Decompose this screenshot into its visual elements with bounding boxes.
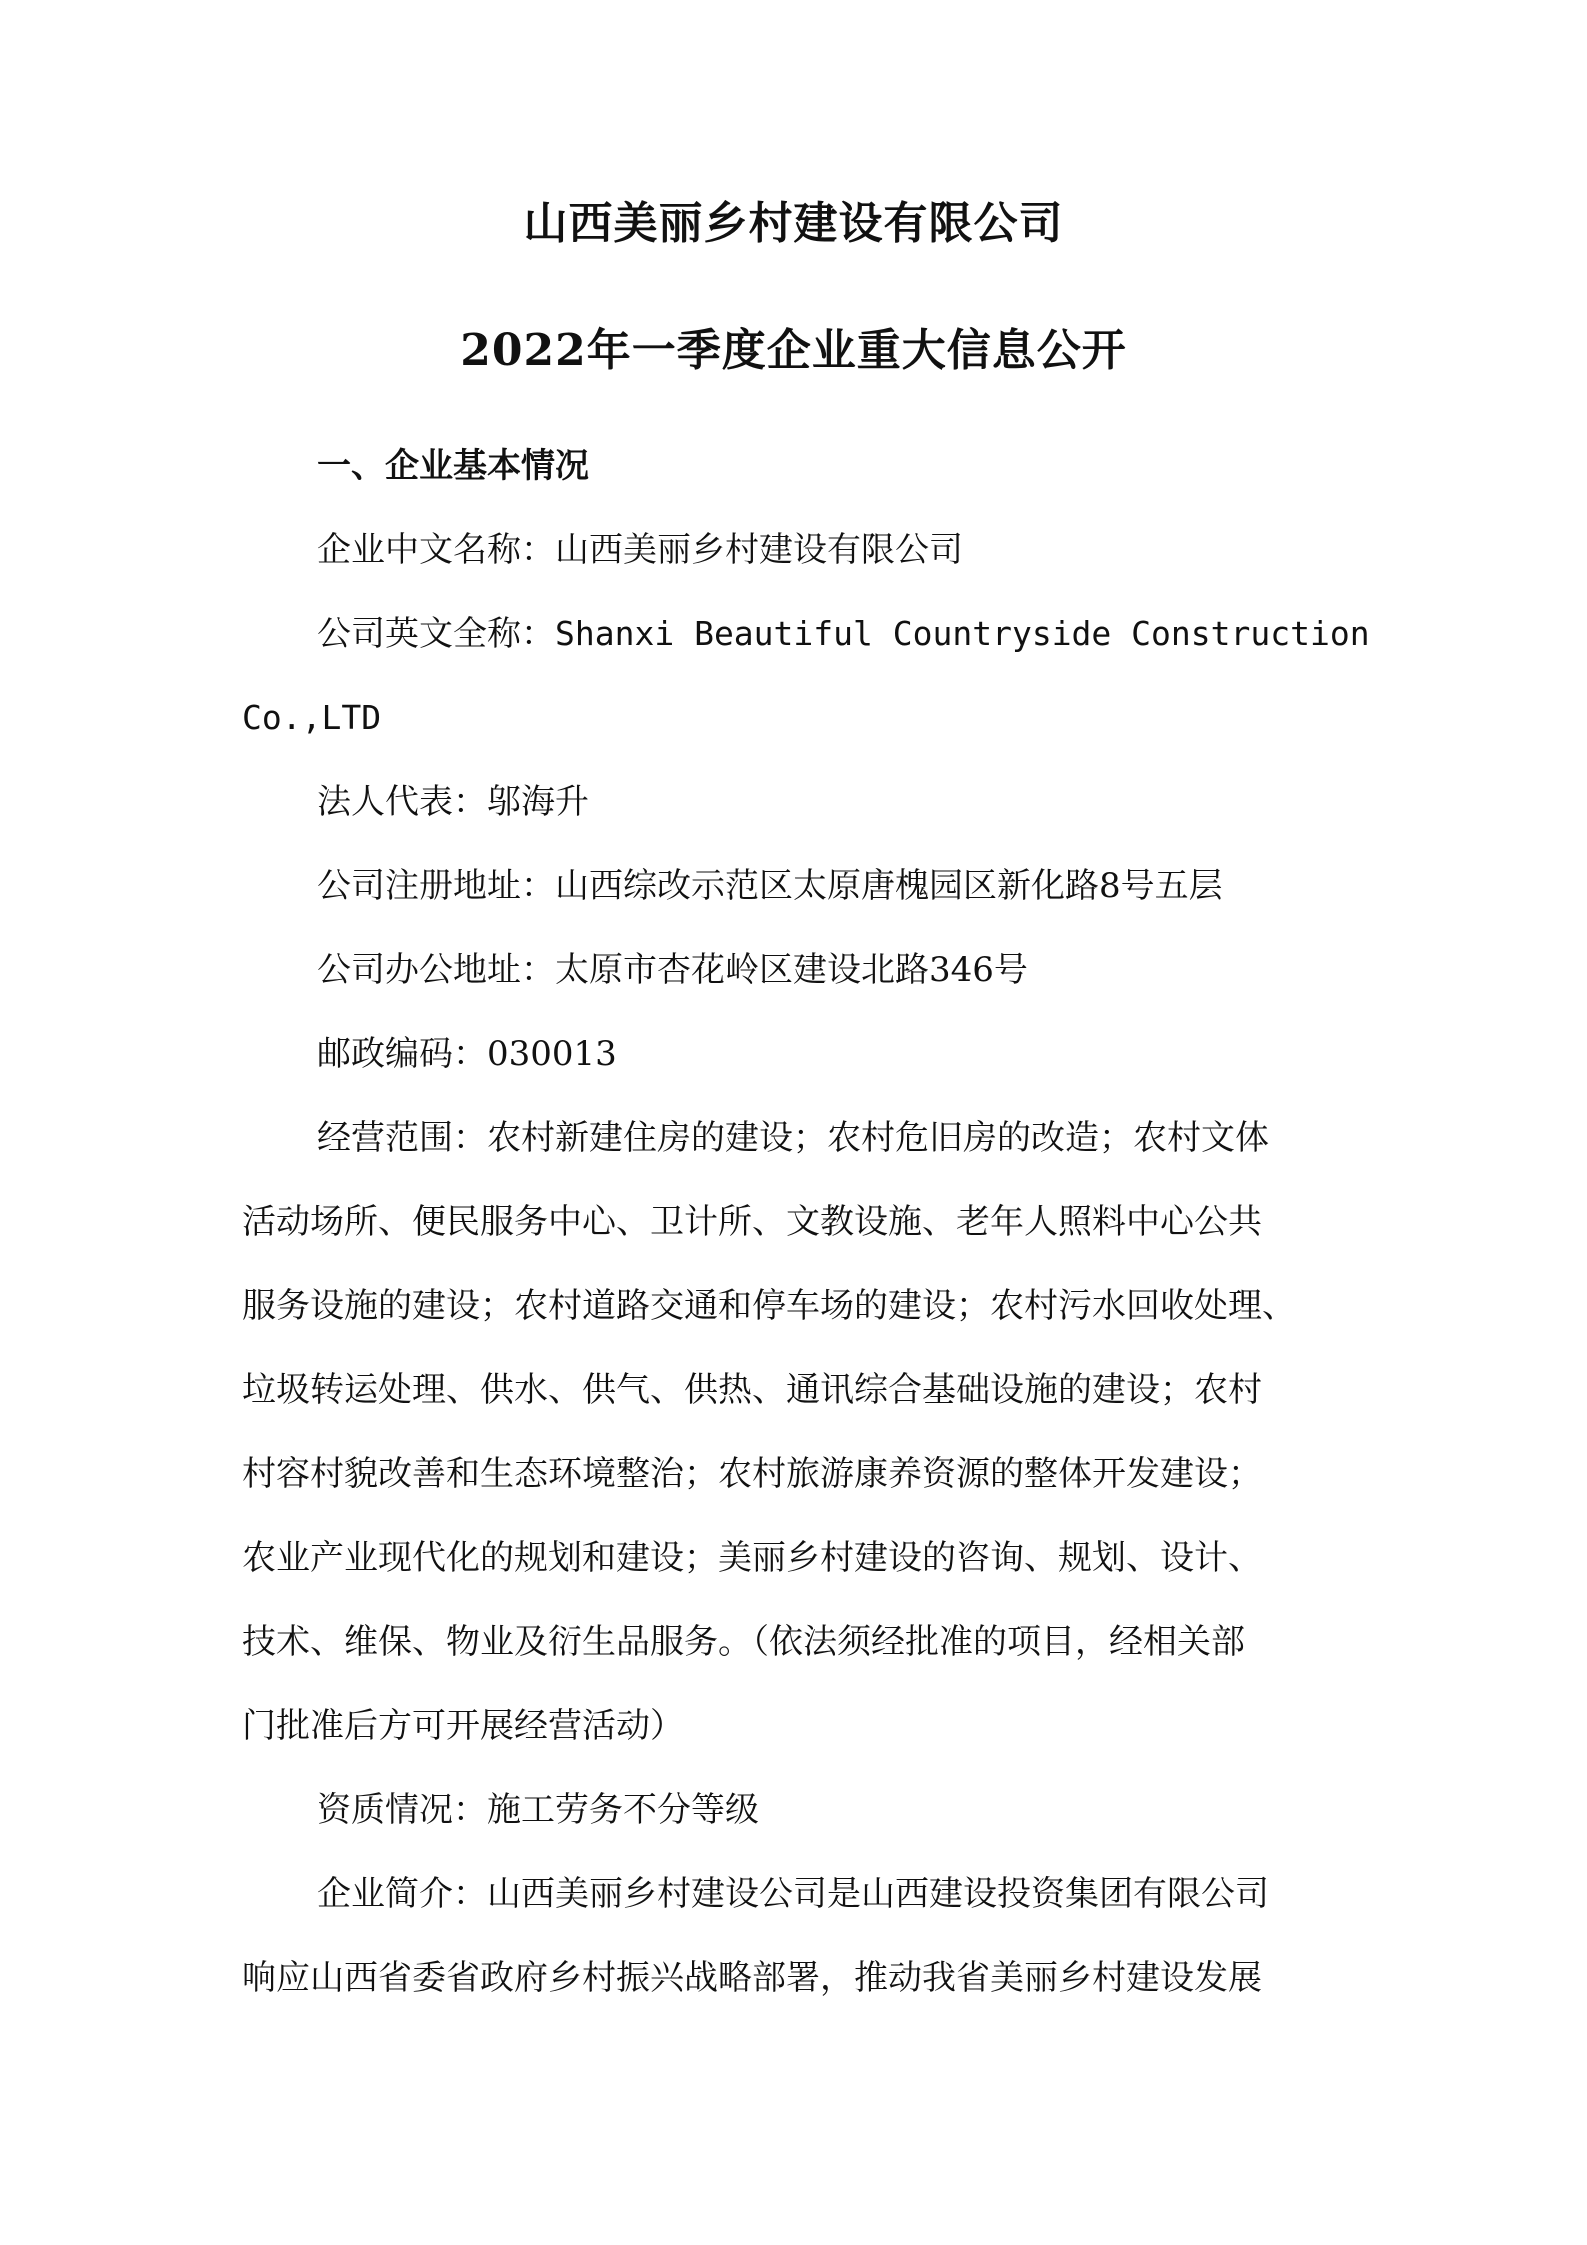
registered-address: 公司注册地址：山西综改示范区太原唐槐园区新化路8号五层: [317, 866, 1223, 906]
business-scope-line: 经营范围：农村新建住房的建设；农村危旧房的改造；农村文体: [317, 1118, 1269, 1158]
company-cn-name: 企业中文名称：山西美丽乡村建设有限公司: [317, 530, 963, 570]
postcode: 邮政编码：030013: [317, 1034, 617, 1074]
business-scope-line: 农业产业现代化的规划和建设；美丽乡村建设的咨询、规划、设计、: [242, 1538, 1262, 1578]
company-en-name-line: [317, 611, 1370, 657]
intro-line: 企业简介：山西美丽乡村建设公司是山西建设投资集团有限公司: [317, 1874, 1269, 1914]
business-scope-line: 服务设施的建设；农村道路交通和停车场的建设；农村污水回收处理、: [242, 1286, 1296, 1326]
document-title: 山西美丽乡村建设有限公司: [523, 198, 1064, 249]
qualification: 资质情况：施工劳务不分等级: [317, 1790, 759, 1830]
business-scope-line: 门批准后方可开展经营活动）: [242, 1706, 684, 1746]
company-en-label: 公司英文全称：: [317, 614, 555, 654]
company-en-name: Shanxi Beautiful Countryside Construction: [555, 614, 1370, 653]
business-scope-line: 村容村貌改善和生态环境整治；农村旅游康养资源的整体开发建设；: [242, 1454, 1262, 1494]
office-address: 公司办公地址：太原市杏花岭区建设北路346号: [317, 950, 1028, 990]
business-scope-line: 技术、维保、物业及衍生品服务。（依法须经批准的项目，经相关部: [242, 1622, 1245, 1662]
business-scope-line: 垃圾转运处理、供水、供气、供热、通讯综合基础设施的建设；农村: [242, 1370, 1262, 1410]
document-subtitle: 2022年一季度企业重大信息公开: [460, 325, 1127, 376]
legal-representative: 法人代表：邬海升: [317, 782, 589, 822]
intro-line: 响应山西省委省政府乡村振兴战略部署，推动我省美丽乡村建设发展: [242, 1958, 1262, 1998]
section-heading: 一、企业基本情况: [317, 446, 589, 486]
company-en-name-continued: Co.,LTD: [242, 698, 382, 737]
business-scope-line: 活动场所、便民服务中心、卫计所、文教设施、老年人照料中心公共: [242, 1202, 1262, 1242]
